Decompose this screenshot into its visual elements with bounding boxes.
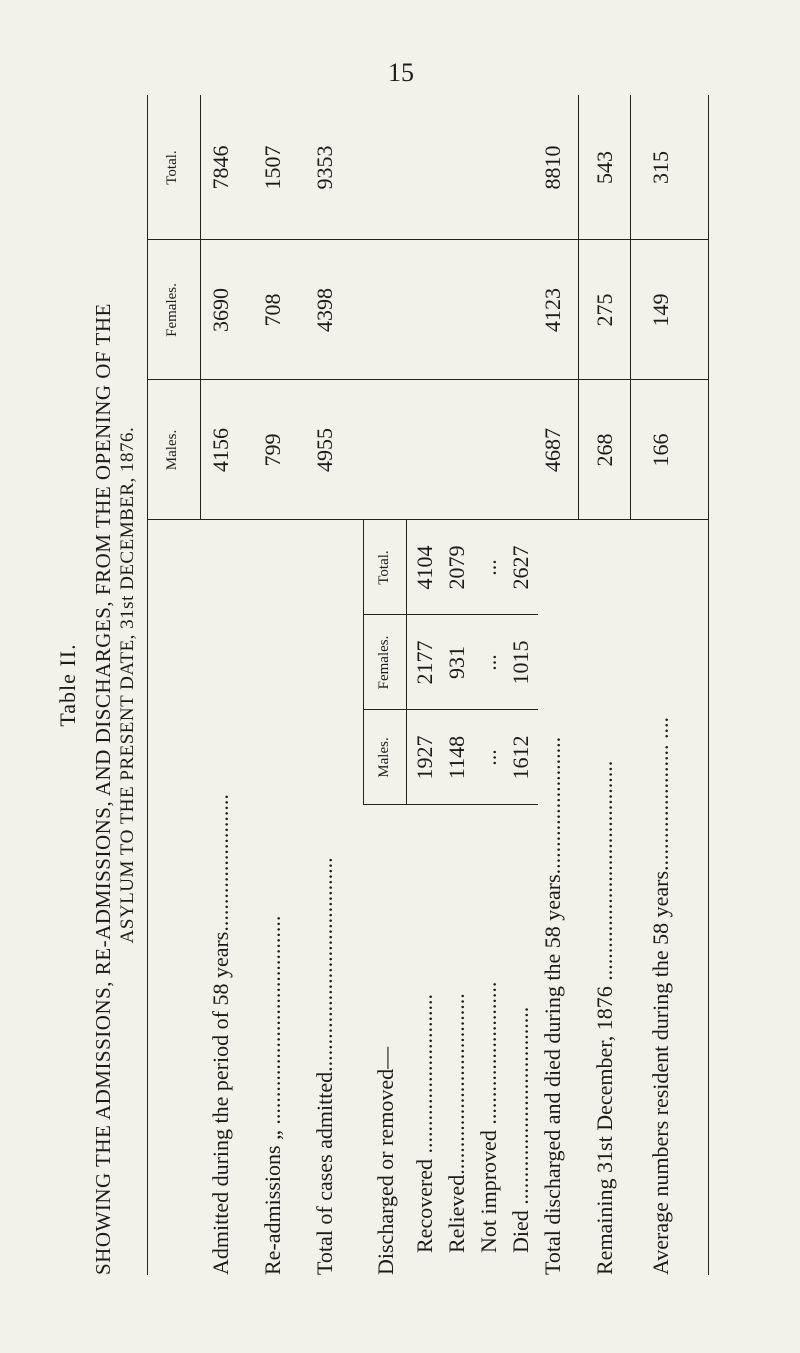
row-females: 708 [260, 293, 285, 327]
row-males: ... [476, 749, 501, 766]
row-males: 166 [648, 433, 673, 467]
row-total: 7846 [208, 145, 233, 190]
row-females: 275 [592, 293, 617, 327]
table-subtitle-line2: ASYLUM TO THE PRESENT DATE, 31st DECEMBER, 1876. [117, 426, 138, 944]
row-label: Total of cases admitted....................................... [312, 857, 337, 1275]
discharged-heading: Discharged or removed— [373, 1046, 398, 1275]
row-females: 4123 [540, 288, 565, 332]
row-males: 4156 [208, 428, 233, 472]
row-total: 4104 [412, 545, 437, 590]
row-females: 3690 [208, 288, 233, 332]
statistics-table [147, 95, 709, 1275]
row-males: 1612 [508, 735, 533, 780]
row-label: Admitted during the period of 58 years......................... [208, 794, 233, 1275]
row-total: ... [476, 559, 501, 576]
row-females: 931 [444, 646, 469, 679]
row-total: 1507 [260, 145, 285, 190]
column-header-females: Females. [164, 283, 180, 337]
row-total: 2079 [444, 545, 469, 590]
column-header-males: Males. [164, 429, 180, 471]
row-males: 799 [260, 433, 285, 467]
row-males: 4687 [540, 428, 565, 472]
row-label: Remaining 31st December, 1876 ........................................ [592, 760, 617, 1275]
row-males: 4955 [312, 428, 337, 472]
row-rule [578, 95, 579, 520]
rotated-table-page [55, 95, 745, 1275]
row-rule [630, 95, 631, 520]
row-label: Total discharged and died during the 58 years......................... [540, 736, 565, 1275]
row-females: 2177 [412, 640, 437, 685]
sub-header-females: Females. [376, 635, 392, 690]
row-label: Not improved .......................... [476, 981, 501, 1253]
row-label: Recovered ............................. [412, 993, 437, 1253]
row-males: 1927 [412, 735, 437, 780]
row-total: 315 [648, 151, 673, 184]
column-header-total: Total. [164, 150, 180, 185]
page-number: 15 [388, 58, 414, 87]
sub-table-rule [363, 520, 364, 805]
row-label: Average numbers resident during the 58 years....................... .... [648, 716, 673, 1275]
table-title: Table II. [55, 643, 80, 727]
table-subtitle-line1: SHOWING THE ADMISSIONS, RE-ADMISSIONS, AND DISCHARGES, FROM THE OPENING OF THE [91, 303, 115, 1275]
row-total: 2627 [508, 545, 533, 590]
row-label: Re-admissions „ ...................................... [260, 915, 285, 1275]
sub-table-rule [406, 520, 407, 805]
sub-header-males: Males. [376, 737, 392, 778]
row-label: Relieved................................. [444, 993, 469, 1253]
row-males: 268 [592, 433, 617, 467]
row-females: ... [476, 654, 501, 671]
row-total: 9353 [312, 145, 337, 190]
row-total: 543 [592, 151, 617, 184]
row-males: 1148 [444, 735, 469, 780]
row-females: 149 [648, 293, 673, 327]
row-females: 1015 [508, 640, 533, 685]
header-rule [200, 95, 201, 520]
row-label: Died .................................... [508, 1006, 533, 1253]
sub-header-total: Total. [376, 550, 392, 585]
row-total: 8810 [540, 145, 565, 190]
row-females: 4398 [312, 288, 337, 332]
